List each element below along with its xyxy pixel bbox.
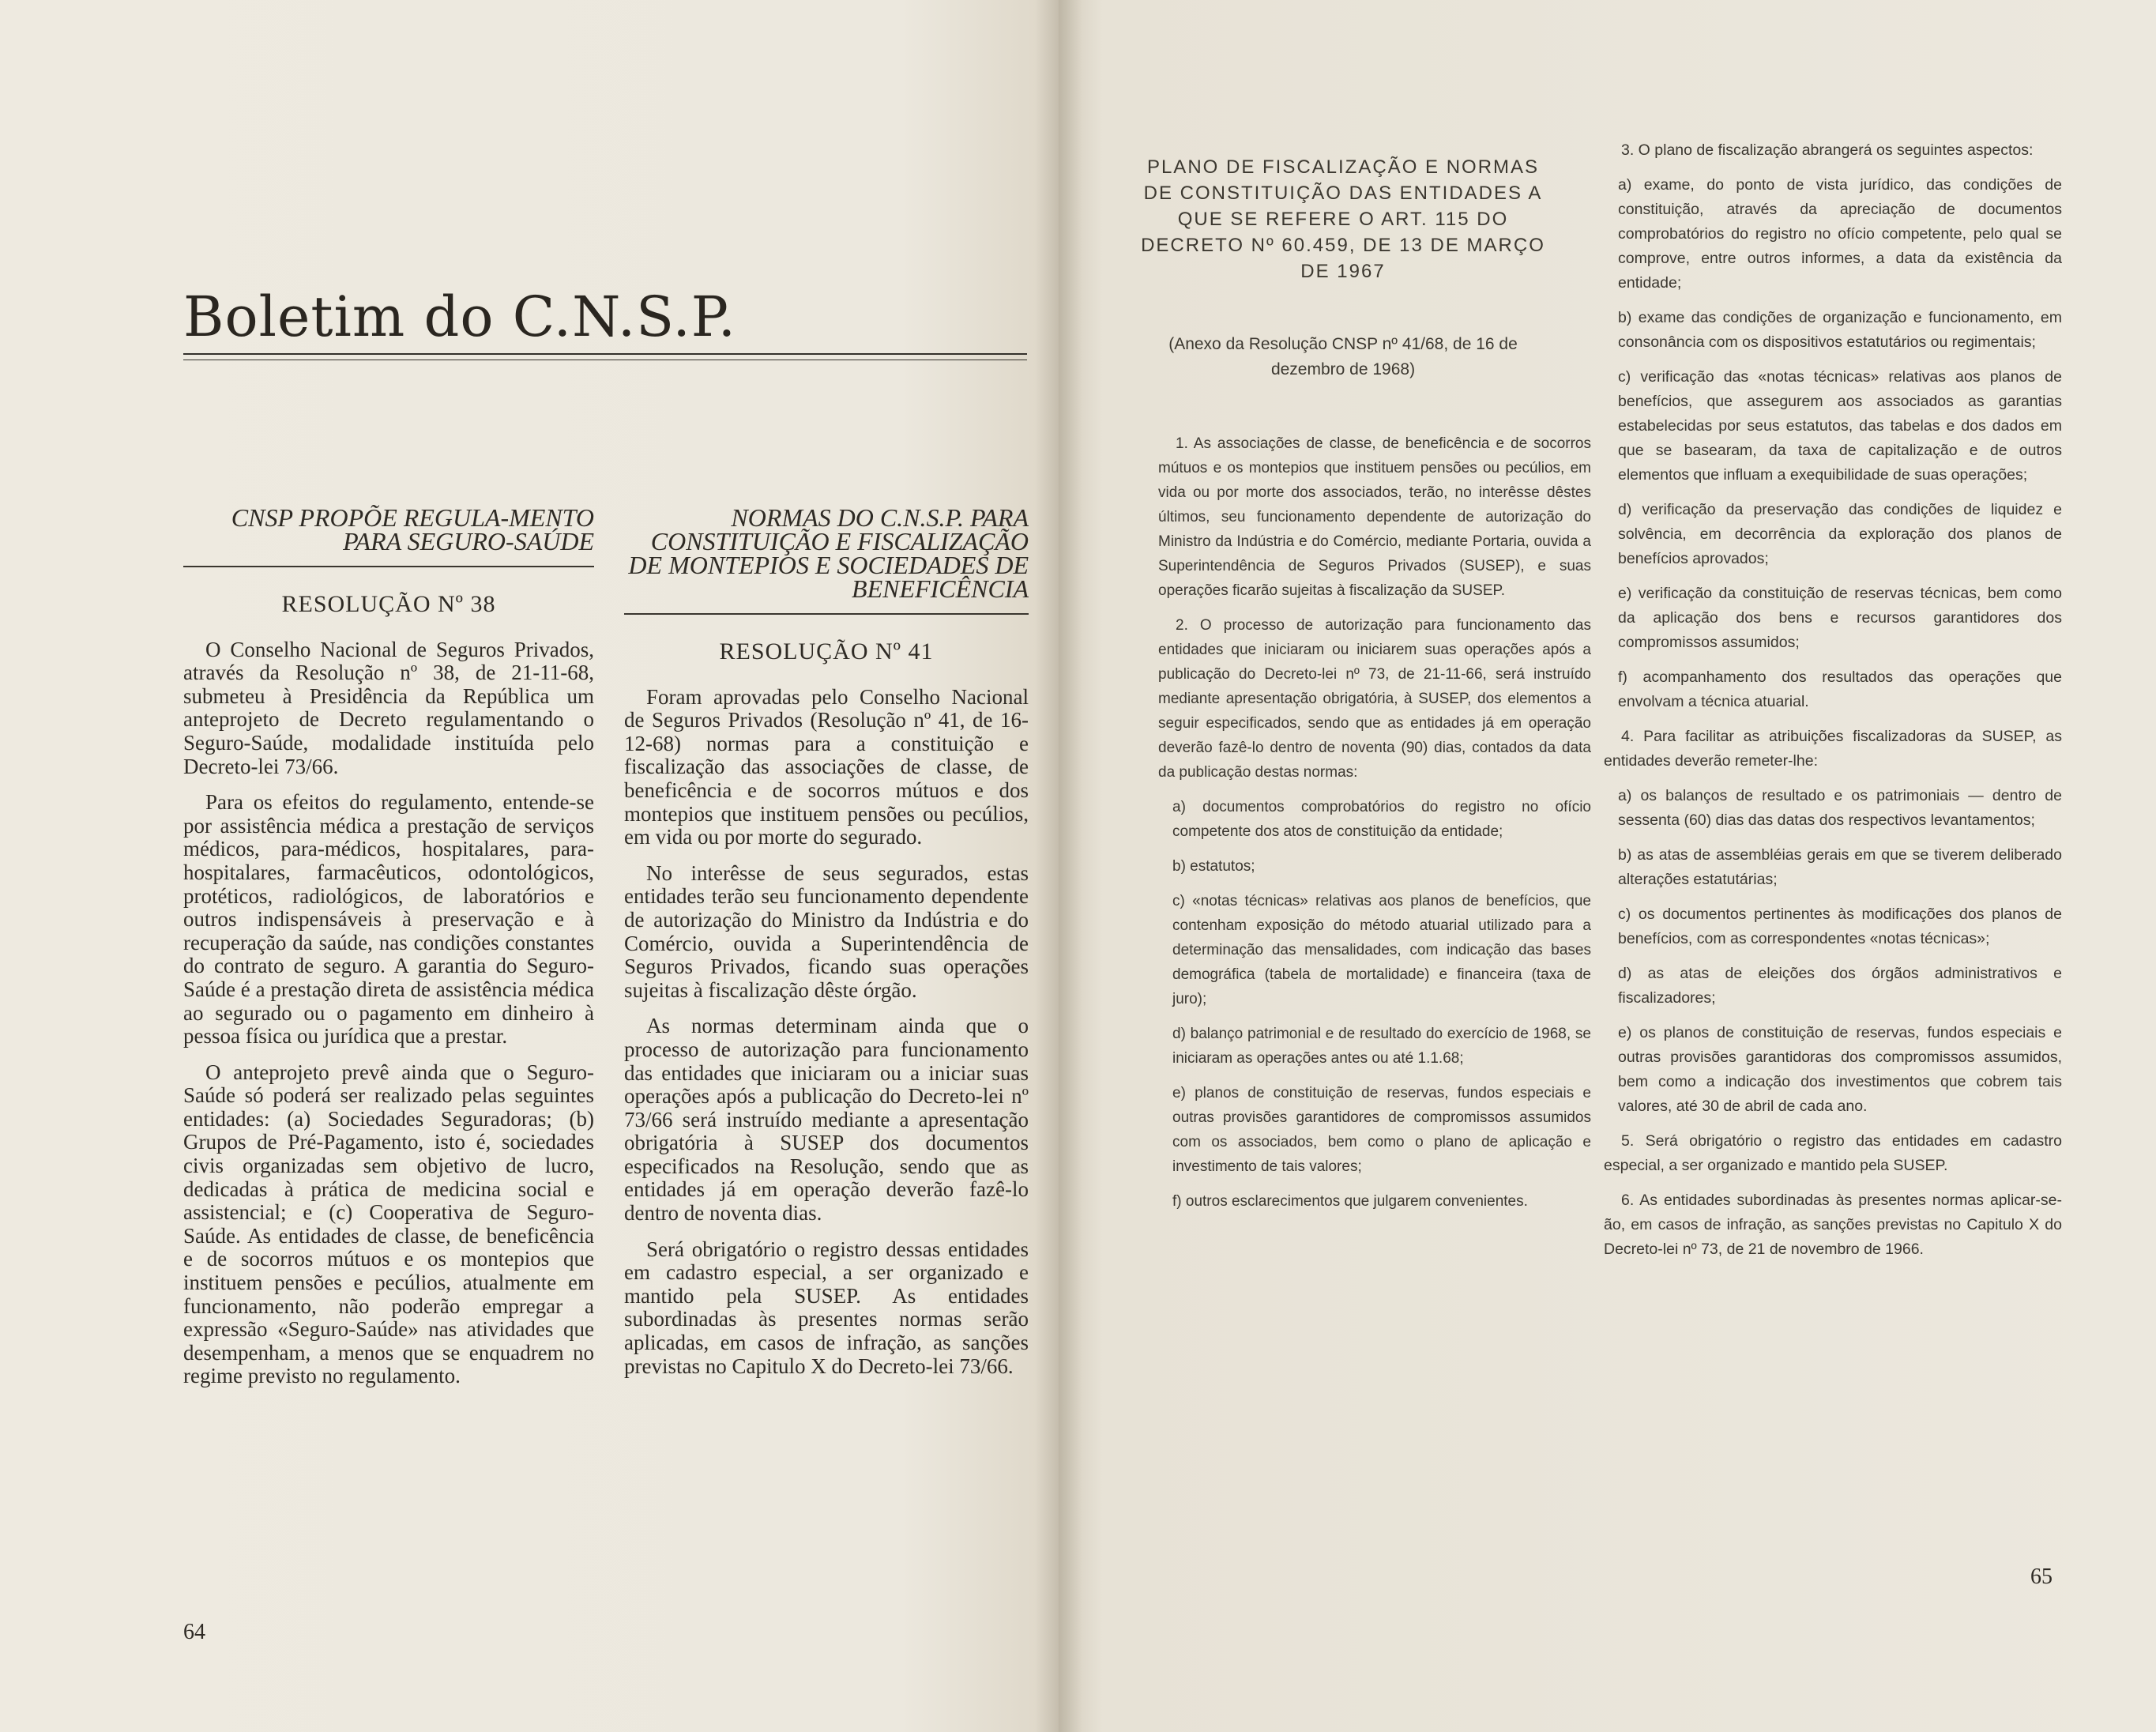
list-item: b) exame das condições de organização e funcionamento, em consonância com os dispositivos estatutários ou regimentais; <box>1618 309 2062 351</box>
list-item: e) planos de constituição de reservas, fundos especiais e outras provisões garantidores de compromissos assumidos com os associados, bem como o plano de aplicação e investimento de tais valores; <box>1172 1085 1591 1175</box>
paragraph: 1. As associações de classe, de beneficência e de socorros mútuos e os montepios que instituem pensões ou pecúlios, em vida ou por morte dos associados, terão, no interêsse dêstes últimos, seu funcionamento dependente de autorização do Ministro da Indústria e do Comércio, mediante Portaria, ouvida a Superintendência de Seguros Privados (SUSEP), e suas operações ficarão sujeitas à fiscalização da SUSEP. <box>1158 435 1591 599</box>
list-item: d) as atas de eleições dos órgãos administrativos e fiscalizadores; <box>1618 965 2062 1007</box>
paragraph: 5. Será obrigatório o registro das entidades em cadastro especial, a ser organizado e mantido pela SUSEP. <box>1604 1132 2062 1174</box>
left-column-2 <box>624 503 1029 1391</box>
article-heading: NORMAS DO C.N.S.P. PARA CONSTITUIÇÃO E FISCALIZAÇÃO DE MONTEPIOS E SOCIEDADES DE BENEFICÊNCIA <box>628 503 1029 603</box>
paragraph: 6. As entidades subordinadas às presentes normas aplicar-se-ão, em casos de infração, as sanções previstas no Capitulo X do Decreto-lei nº 73, de 21 de novembro de 1966. <box>1604 1192 2062 1258</box>
paragraph: Foram aprovadas pelo Conselho Nacional de Seguros Privados (Resolução nº 41, de 16-12-68) normas para a constituição e fiscalização das associações de classe, de beneficência e de socorros mútuos e dos montepios que instituem pensões ou pecúlios, em vida ou por morte do segurado. <box>624 684 1029 849</box>
resolution-number: RESOLUÇÃO Nº 38 <box>281 591 496 617</box>
article-heading: CNSP PROPÕE REGULA-MENTO PARA SEGURO-SAÚDE <box>231 503 594 555</box>
paragraph: 2. O processo de autorização para funcionamento das entidades que iniciaram ou iniciarem suas operações após a publicação do Decreto-lei nº 73, de 21-11-66, será instruído mediante apresentação obrigatória, à SUSEP, dos elementos a seguir especificados, sendo que as entidades já em operação deverão fazê-lo dentro de noventa (90) dias, contados da data da publicação destas normas: <box>1158 617 1591 781</box>
paragraph: Para os efeitos do regulamento, entende-se por assistência médica a prestação de serviços médicos, para-médicos, hospitalares, para-hospitalares, farmacêuticos, odontológicos, protéticos, radiológicos, de laboratórios e outros indispensáveis à preservação e à recuperação da saúde, nas condições constantes do contrato de seguro. A garantia do Seguro-Saúde é a prestação direta de assistência médica ao segurado ou o pagamento em dinheiro à pessoa física ou jurídica que a prestar. <box>183 790 594 1049</box>
resolution-number: RESOLUÇÃO Nº 41 <box>719 638 934 665</box>
bulletin-title: Boletim do C.N.S.P. <box>183 284 736 349</box>
paragraph: 4. Para facilitar as atribuições fiscalizadoras da SUSEP, as entidades deverão remeter-lhe: <box>1604 728 2062 770</box>
list-item: c) «notas técnicas» relativas aos planos de benefícios, que contenham exposição do método atuarial utilizado para a determinação das mensalidades, com indicação das bases demográfica (tabela de mortalidade) e financeira (taxa de juro); <box>1172 893 1591 1007</box>
paragraph: 3. O plano de fiscalização abrangerá os seguintes aspectos: <box>1621 141 2034 159</box>
paragraph: No interêsse de seus segurados, estas entidades terão seu funcionamento dependente de autorização do Ministro da Indústria e do Comércio, ouvida a Superintendência de Seguros Privados, ficando suas operações sujeitas à fiscalização dêste órgão. <box>624 860 1029 1002</box>
list-item: c) os documentos pertinentes às modificações dos planos de benefícios, com as correspondentes «notas técnicas»; <box>1618 906 2062 947</box>
annex-heading: PLANO DE FISCALIZAÇÃO E NORMAS DE CONSTITUIÇÃO DAS ENTIDADES A QUE SE REFERE O ART. 115 DO DECRETO Nº 60.459, DE 13 DE MARÇO DE 1967 <box>1141 156 1545 282</box>
list-item: f) outros esclarecimentos que julgarem convenientes. <box>1172 1193 1528 1210</box>
title-rule-top <box>183 353 1027 355</box>
paragraph: As normas determinam ainda que o processo de autorização para funcionamento das entidades que iniciaram ou a iniciar suas operações após a publicação do Decreto-lei nº 73/66 será instruído mediante a apresentação obrigatória à SUSEP dos documentos especificados na Resolução, sendo que as entidades já em operação deverão fazê-lo dentro de noventa dias. <box>624 1014 1029 1226</box>
list-item: c) verificação das «notas técnicas» relativas aos planos de benefícios, que assegurem aos associados as garantias estabelecidas por seus estatutos, das tabelas e dos dados em que se basearam, da taxa de capitalização e de outros elementos que influam a exequibilidade de suas operações; <box>1618 368 2062 484</box>
page-number-left: 64 <box>183 1620 205 1644</box>
page-number-right: 65 <box>2030 1564 2053 1589</box>
heading-rule <box>624 613 1029 615</box>
heading-rule <box>183 566 594 567</box>
list-item: b) estatutos; <box>1172 858 1255 875</box>
left-column-1 <box>183 503 594 1401</box>
list-item: e) verificação da constituição de reservas técnicas, bem como da aplicação dos bens e recursos garantidores dos compromissos assumidos; <box>1618 585 2062 651</box>
list-item: b) as atas de assembléias gerais em que se tiverem deliberado alterações estatutárias; <box>1618 846 2062 888</box>
list-item: d) verificação da preservação das condições de liquidez e solvência, em decorrência da exploração dos planos de benefícios aprovados; <box>1618 501 2062 567</box>
list-item: a) exame, do ponto de vista jurídico, das condições de constituição, através da apreciação de documentos comprobatórios do registro no ofício competente, pelo qual se comprove, entre outros informes, a data da existência da entidade; <box>1618 176 2062 292</box>
paragraph: Será obrigatório o registro dessas entidades em cadastro especial, a ser organizado e mantido pela SUSEP. As entidades subordinadas às presentes normas serão aplicadas, em casos de infração, as sanções previstas no Capitulo X do Decreto-lei 73/66. <box>624 1237 1029 1378</box>
list-item: a) os balanços de resultado e os patrimoniais — dentro de sessenta (60) dias das datas dos respectivos levantamentos; <box>1618 787 2062 829</box>
paragraph: O Conselho Nacional de Seguros Privados, através da Resolução nº 38, de 21-11-68, submeteu à Presidência da República um anteprojeto de Decreto regulamentando o Seguro-Saúde, modalidade instituída pelo Decreto-lei 73/66. <box>183 637 594 778</box>
list-item: e) os planos de constituição de reservas, fundos especiais e outras provisões garantidoras dos compromissos assumidos, bem como a indicação dos investimentos que cobrem tais valores, até 30 de abril de cada ano. <box>1618 1024 2062 1115</box>
right-column-1 <box>1158 431 1591 1224</box>
annex-subheading: (Anexo da Resolução CNSP nº 41/68, de 16 de dezembro de 1968) <box>1168 335 1518 378</box>
paragraph: O anteprojeto prevê ainda que o Seguro-Saúde só poderá ser realizado pelas seguintes entidades: (a) Sociedades Seguradoras; (b) Grupos de Pré-Pagamento, isto é, sociedades civis organizadas sem objetivo de lucro, dedicadas à prática de medicina social e assistencial; e (c) Cooperativa de Seguro-Saúde. As entidades de classe, de beneficência e de socorros mútuos e os montepios que instituem pensões e pecúlios, atualmente em funcionamento, não poderão empregar a expressão «Seguro-Saúde» nas atividades que desempenham, a menos que se enquadrem no regime previsto no regulamento. <box>183 1060 594 1388</box>
right-column-2 <box>1604 138 2062 1272</box>
book-gutter <box>1035 0 1082 1732</box>
list-item: d) balanço patrimonial e de resultado do exercício de 1968, se iniciaram as operações antes ou até 1.1.68; <box>1172 1026 1591 1067</box>
list-item: f) acompanhamento dos resultados das operações que envolvam a técnica atuarial. <box>1618 668 2062 710</box>
list-item: a) documentos comprobatórios do registro no ofício competente dos atos de constituição da entidade; <box>1172 799 1591 840</box>
